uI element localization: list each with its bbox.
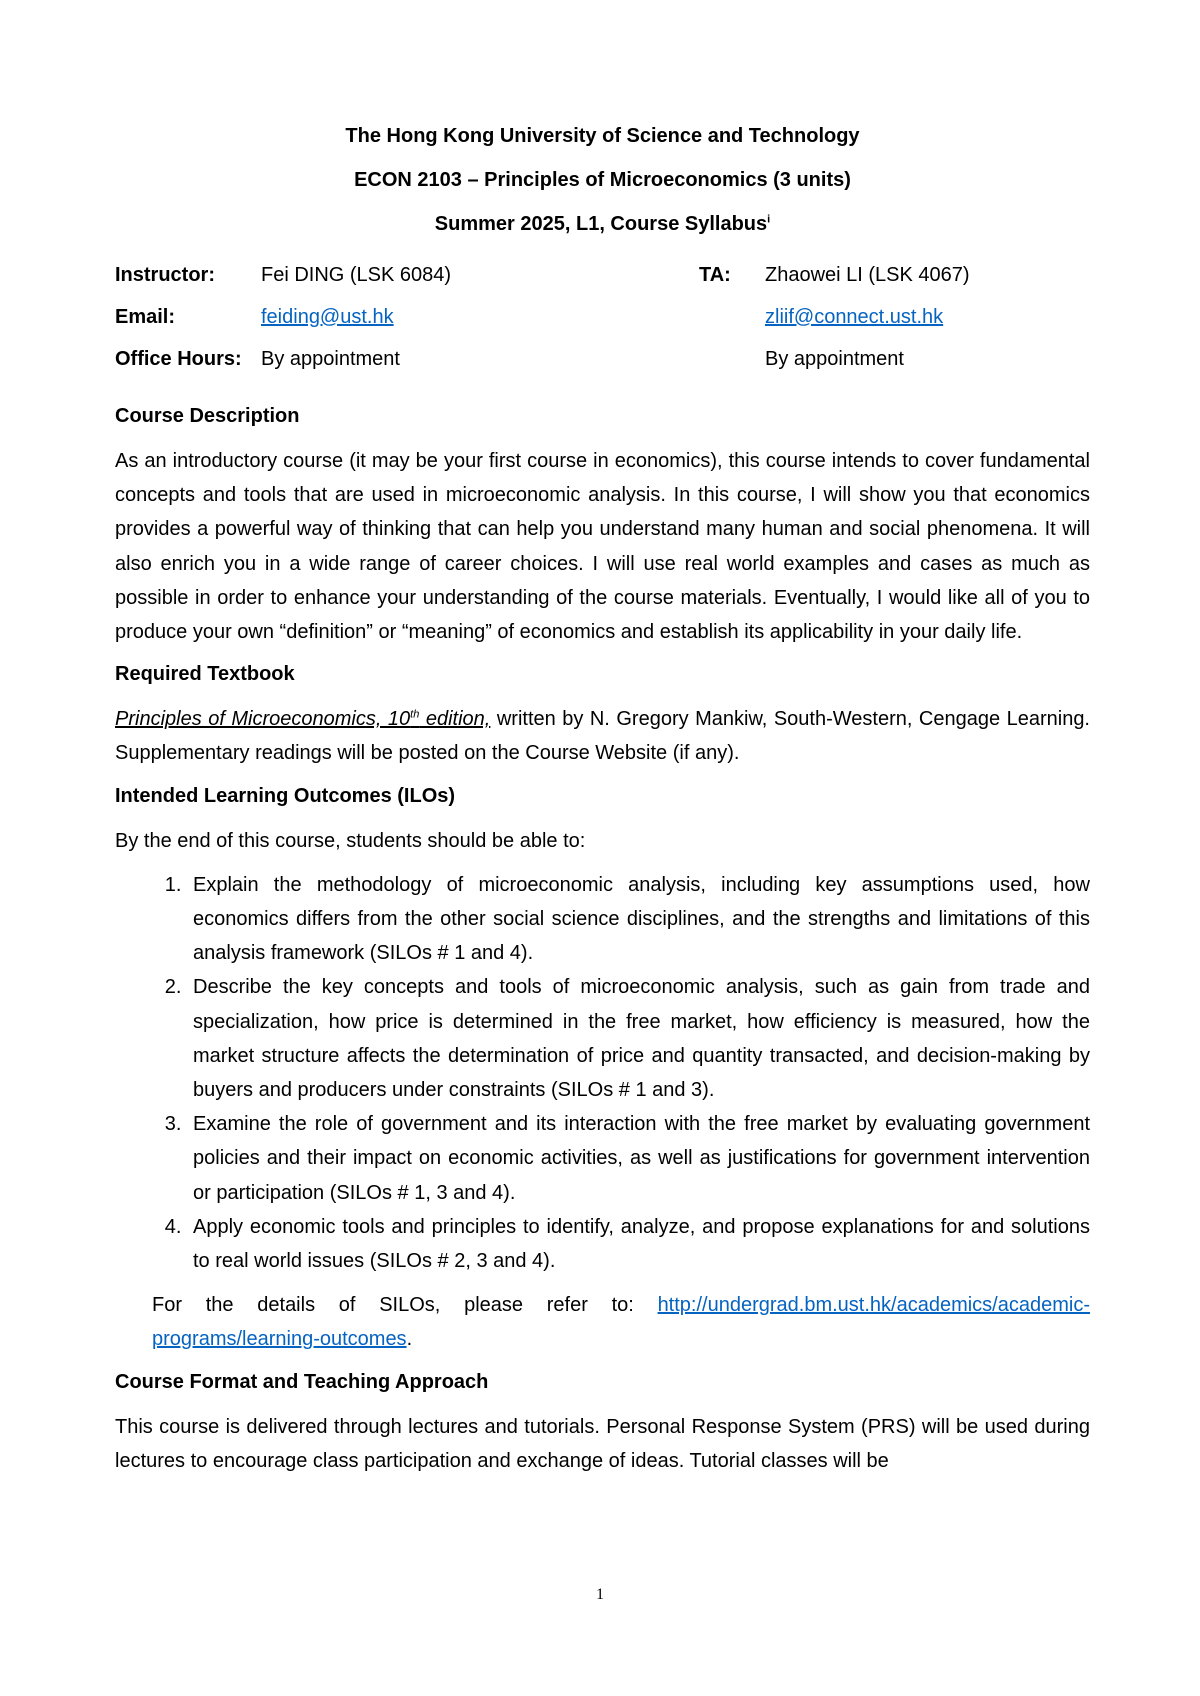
list-item: 3. Examine the role of government and its interaction with the free market by evaluating government policies and their impact on economic activities, as well as justifications for government intervention or participation (SILOs # 1, 3 and 4). bbox=[187, 1107, 1090, 1210]
ta-label: TA: bbox=[699, 264, 731, 286]
ta-email-link[interactable]: zliif@connect.ust.hk bbox=[765, 306, 944, 328]
instructor-email-link[interactable]: feiding@ust.hk bbox=[261, 306, 394, 328]
textbook-details: written by N. Gregory Mankiw, South-Western, Cengage Learning. Supplementary readings will be posted on the Course Website (if any). bbox=[115, 708, 1090, 765]
list-item: 4. Apply economic tools and principles to identify, analyze, and propose explanations for and solutions to real world issues (SILOs # 2, 3 and 4). bbox=[187, 1210, 1090, 1278]
instructor-value: Fei DING (LSK 6084) bbox=[261, 264, 452, 286]
office-hours-label: Office Hours: bbox=[115, 348, 242, 370]
silos-link[interactable]: http://undergrad.bm.ust.hk/academics/academic-programs/learning-outcomes bbox=[152, 1294, 1090, 1351]
ta-office-hours: By appointment bbox=[765, 348, 904, 370]
term-title bbox=[115, 213, 1090, 236]
course-format-heading: Course Format and Teaching Approach bbox=[115, 1370, 489, 1393]
list-item: 2. Describe the key concepts and tools of microeconomic analysis, such as gain from trade and specialization, how price is determined in the free market, how efficiency is measured, how the market structure affects the determination of price and quantity transacted, and decision-making by buyers and producers under constraints (SILOs # 1 and 3). bbox=[187, 970, 1090, 1107]
course-description-heading: Course Description bbox=[115, 405, 300, 427]
list-item: 1. Explain the methodology of microeconomic analysis, including key assumptions used, how economics differs from the other social science disciplines, and the strengths and limitations of this analysis framework (SILOs # 1 and 4). bbox=[187, 868, 1090, 971]
ilos-heading: Intended Learning Outcomes (ILOs) bbox=[115, 784, 456, 807]
page-content bbox=[115, 125, 1090, 1488]
staff-info bbox=[115, 261, 1090, 373]
course-description-text: As an introductory course (it may be your first course in economics), this course intends to cover fundamental concepts and tools that are used in microeconomic analysis. In this course, I will show you that economics provides a powerful way of thinking that can help you understand many human and social phenomena. It will also enrich you in a wide range of career choices. I will use real world examples and cases as much as possible in order to enhance your understanding of the course materials. Eventually, I would like all of you to produce your own “definition” or “meaning” of economics and establish its applicability in your daily life. bbox=[115, 450, 1090, 644]
page-number: 1 bbox=[596, 1586, 604, 1603]
ta-value: Zhaowei LI (LSK 4067) bbox=[765, 264, 970, 286]
silos-reference-text: For the details of SILOs, please refer to: bbox=[152, 1294, 658, 1317]
textbook-text bbox=[115, 702, 1090, 770]
textbook-edition-superscript: th bbox=[410, 708, 420, 721]
silos-reference bbox=[152, 1288, 1090, 1356]
term-text: Summer 2025, L1, Course Syllabus bbox=[434, 213, 768, 235]
textbook-heading: Required Textbook bbox=[115, 663, 295, 686]
ilos-list bbox=[115, 868, 1090, 1278]
term-footnote-marker[interactable]: i bbox=[767, 213, 771, 226]
silos-period: . bbox=[406, 1328, 413, 1351]
textbook-title bbox=[115, 708, 490, 730]
instructor-office-hours: By appointment bbox=[261, 348, 400, 370]
textbook-title-edition: edition, bbox=[419, 708, 491, 731]
university-title: The Hong Kong University of Science and Technology bbox=[345, 125, 860, 147]
course-title: ECON 2103 – Principles of Microeconomics (3 units) bbox=[354, 169, 851, 191]
course-format-text: This course is delivered through lectures and tutorials. Personal Response System (PRS) will be used during lectures to encourage class participation and exchange of ideas. Tutorial classes will be bbox=[115, 1415, 1090, 1472]
instructor-label: Instructor: bbox=[115, 264, 215, 286]
textbook-title-main: Principles of Microeconomics, 10 bbox=[115, 708, 411, 731]
ilos-intro: By the end of this course, students should be able to: bbox=[115, 829, 586, 852]
email-label: Email: bbox=[115, 306, 176, 328]
